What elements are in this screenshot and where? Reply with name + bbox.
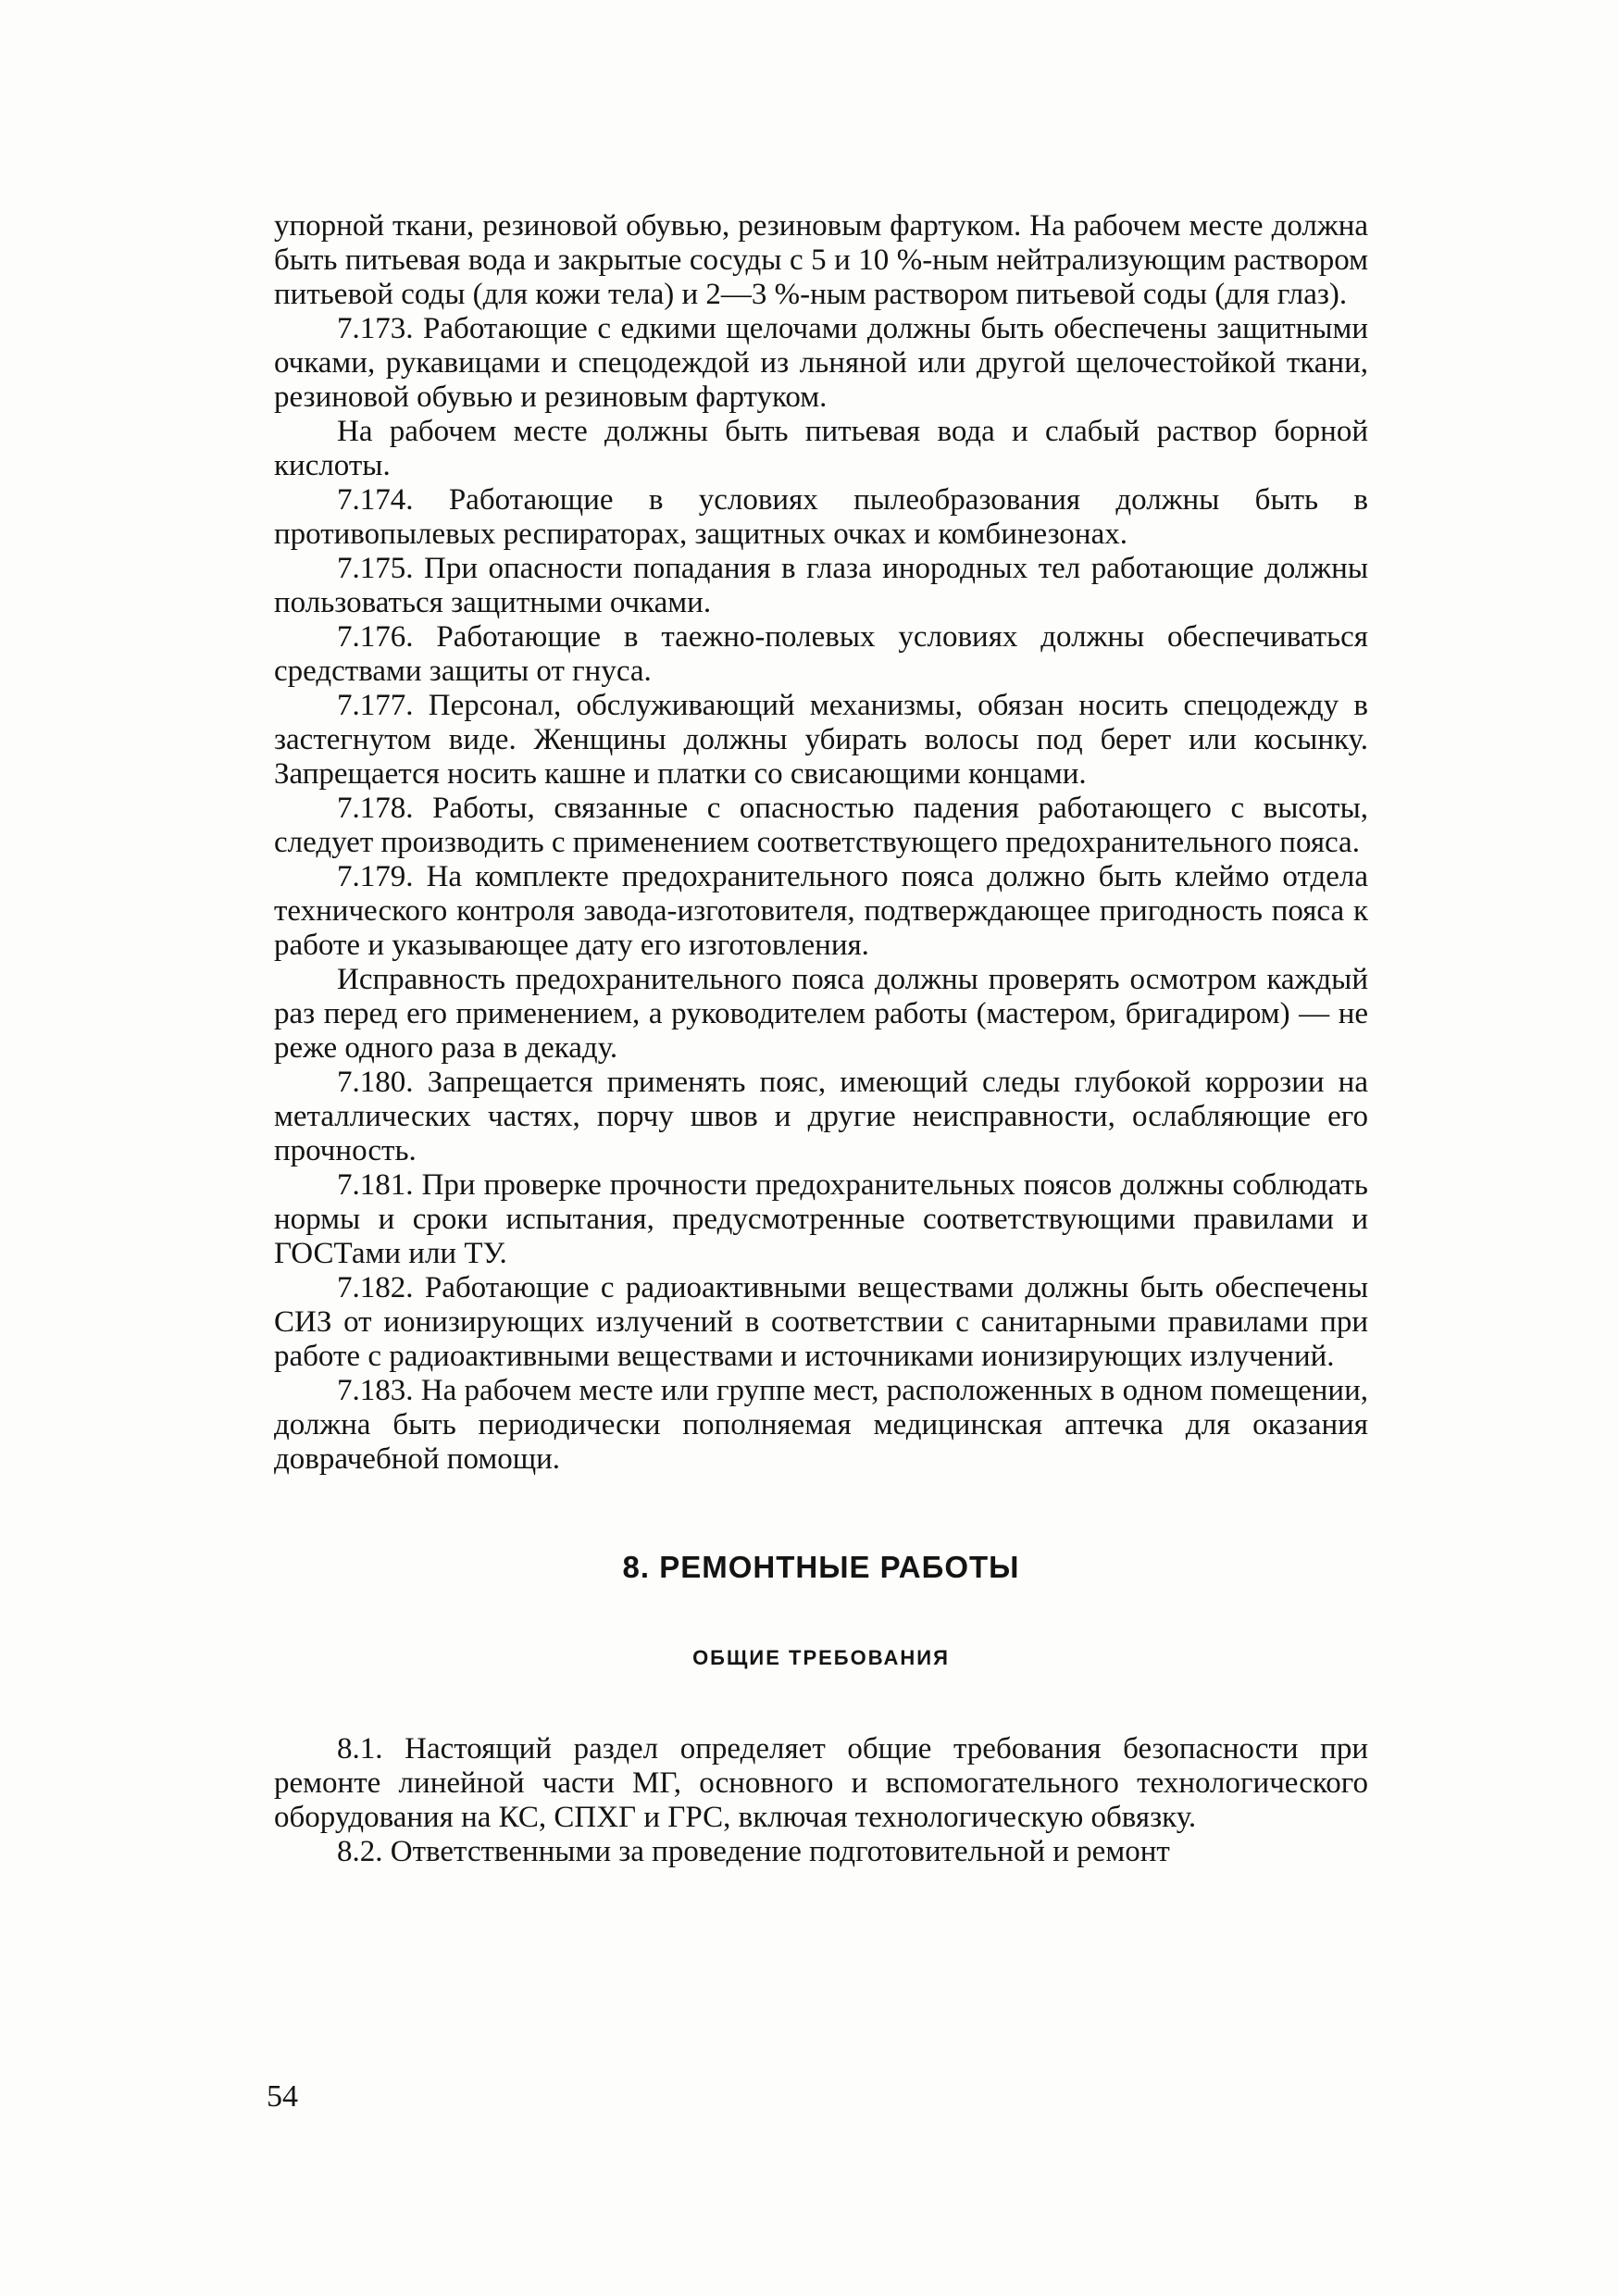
paragraph: 7.182. Работающие с радиоактивными веществами должны быть обеспечены СИЗ от ионизирующих излучений в соответствии с санитарными правилами при работе с радиоактивными веществами и источниками ионизирующих излучений. <box>274 1271 1368 1373</box>
paragraph: упорной ткани, резиновой обувью, резиновым фартуком. На рабочем месте должна быть питьевая вода и закрытые сосуды с 5 и 10 %-ным нейтрализующим раствором питьевой соды (для кожи тела) и 2—3 %-ным раствором питьевой соды (для глаз). <box>274 209 1368 311</box>
section-heading: 8. РЕМОНТНЫЕ РАБОТЫ <box>622 1550 1020 1584</box>
paragraph: 7.176. Работающие в таежно-полевых условиях должны обеспечиваться средствами защиты от гнуса. <box>274 620 1368 688</box>
paragraph: 7.177. Персонал, обслуживающий механизмы, обязан носить спецодежду в застегнутом виде. Женщины должны убирать волосы под берет или косынку. Запрещается носить кашне и платки со свисающими концами. <box>274 689 1368 791</box>
page-number: 54 <box>267 2079 298 2114</box>
paragraph: 7.180. Запрещается применять пояс, имеющий следы глубокой коррозии на металлических частях, порчу швов и другие неисправности, ослабляющие его прочность. <box>274 1066 1368 1167</box>
paragraph: 7.179. На комплекте предохранительного пояса должно быть клеймо отдела технического контроля завода-изготовителя, подтверждающее пригодность пояса к работе и указывающее дату его изготовления. <box>274 860 1368 962</box>
paragraph: 7.181. При проверке прочности предохранительных поясов должны соблюдать нормы и сроки испытания, предусмотренные соответствующими правилами и ГОСТами или ТУ. <box>274 1168 1368 1270</box>
paragraph: 7.174. Работающие в условиях пылеобразования должны быть в противопылевых респираторах, защитных очках и комбинезонах. <box>274 483 1368 551</box>
paragraph: 7.173. Работающие с едкими щелочами должны быть обеспечены защитными очками, рукавицами и спецодеждой из льняной или другой щелочестойкой ткани, резиновой обувью и резиновым фартуком. <box>274 312 1368 414</box>
paragraph: Исправность предохранительного пояса должны проверять осмотром каждый раз перед его применением, а руководителем работы (мастером, бригадиром) — не реже одного раза в декаду. <box>274 963 1368 1065</box>
paragraph: На рабочем месте должны быть питьевая вода и слабый раствор борной кислоты. <box>274 415 1368 482</box>
paragraph: 7.175. При опасности попадания в глаза инородных тел работающие должны пользоваться защитными очками. <box>274 552 1368 619</box>
paragraph: 8.2. Ответственными за проведение подготовительной и ремонт <box>337 1835 1170 1868</box>
paragraph: 8.1. Настоящий раздел определяет общие требования безопасности при ремонте линейной части МГ, основного и вспомогательного технологического оборудования на КС, СПХГ и ГРС, включая технологическую обвязку. <box>274 1732 1368 1834</box>
paragraph: 7.178. Работы, связанные с опасностью падения работающего с высоты, следует производить с применением соответствующего предохранительного пояса. <box>274 792 1368 859</box>
paragraph: 7.183. На рабочем месте или группе мест, расположенных в одном помещении, должна быть периодически пополняемая медицинская аптечка для оказания доврачебной помощи. <box>274 1374 1368 1476</box>
body-text <box>274 209 1368 1869</box>
sub-heading: ОБЩИЕ ТРЕБОВАНИЯ <box>692 1646 950 1669</box>
